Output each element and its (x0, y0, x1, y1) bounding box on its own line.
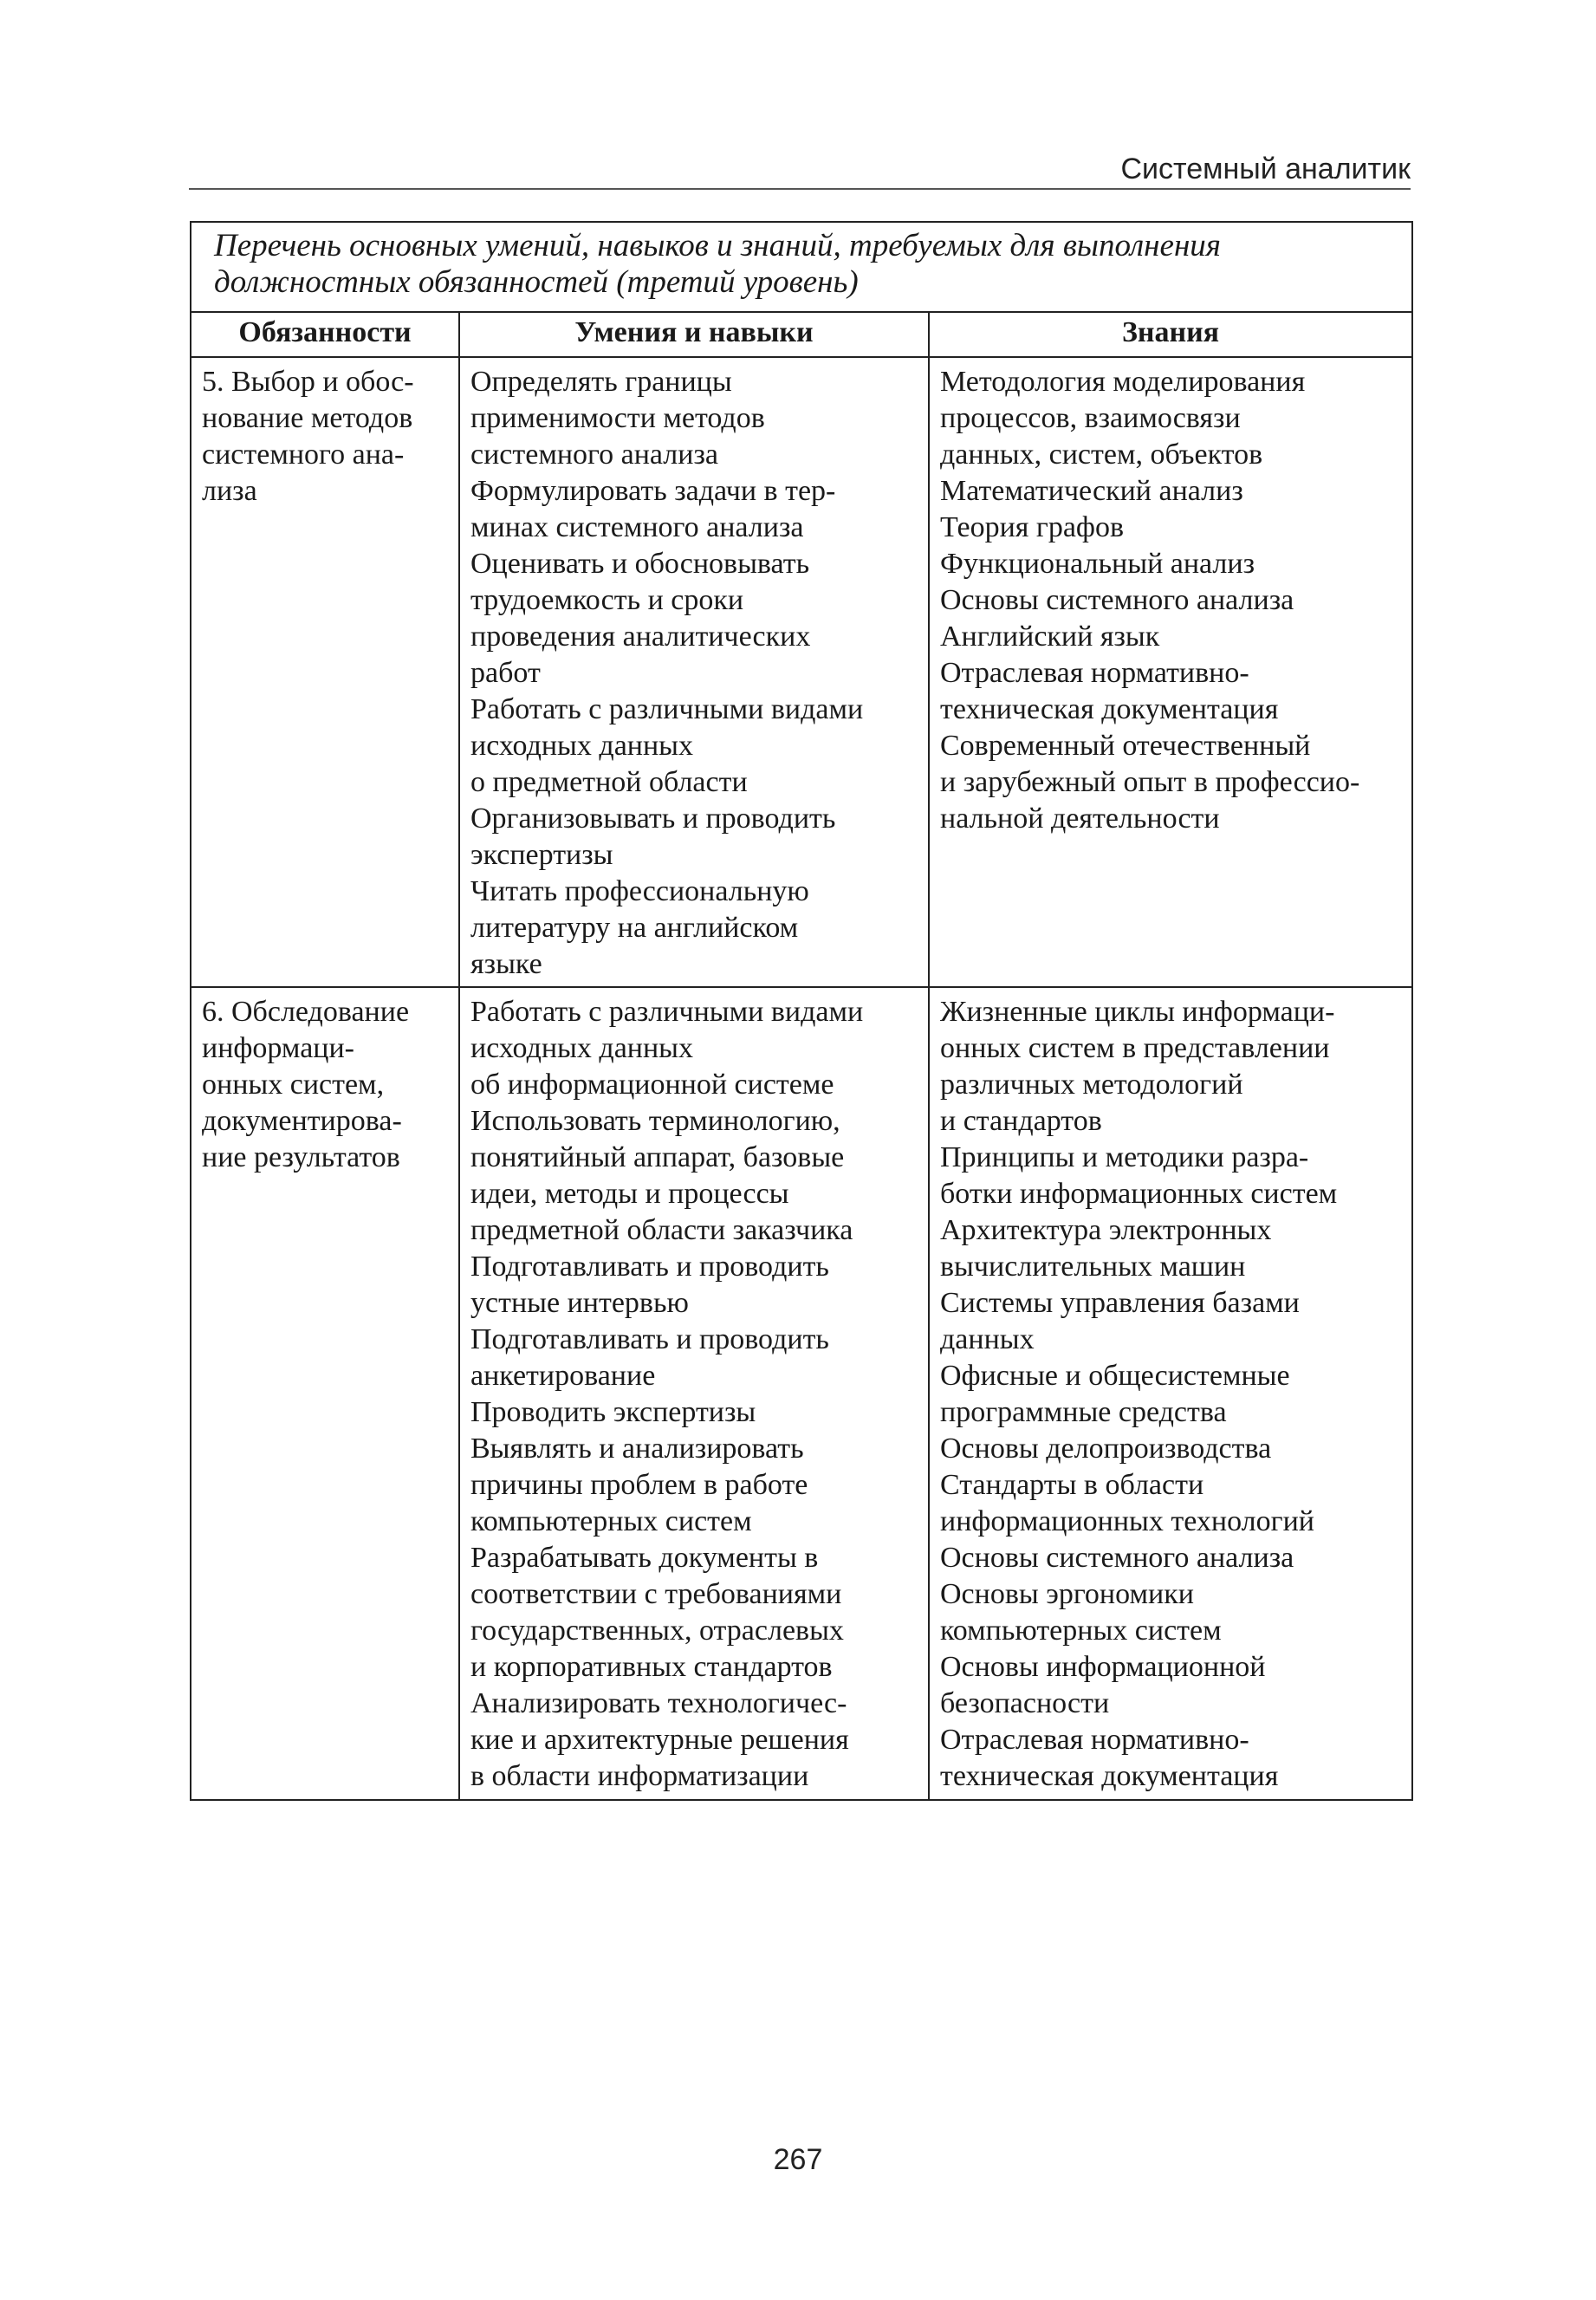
table-caption (191, 222, 1412, 312)
cell-line: Работать с различными видами (470, 693, 864, 725)
cell-line: программные средства (940, 1396, 1227, 1428)
cell-line: Оценивать и обосновывать (470, 548, 810, 580)
cell-line: Математический анализ (940, 475, 1243, 507)
page-number: 267 (773, 2143, 823, 2176)
cell-line: Отраслевая нормативно- (940, 657, 1249, 689)
cell-line: техническая документация (940, 1760, 1279, 1792)
knowledge-cell (929, 357, 1412, 987)
column-header-knowledge: Знания (929, 312, 1412, 357)
cell-line: исходных данных (470, 1032, 694, 1064)
cell-line: проведения аналитических (470, 620, 811, 653)
cell-line: соответствии с требованиями (470, 1578, 842, 1610)
cell-line: Анализировать технологичес- (470, 1687, 847, 1719)
cell-line: нование методов (202, 402, 413, 434)
cell-line: системного ана- (202, 439, 405, 471)
column-header-skills: Умения и навыки (459, 312, 929, 357)
cell-line: Архитектура электронных (940, 1214, 1272, 1246)
cell-line: вычислительных машин (940, 1251, 1246, 1283)
cell-line: и корпоративных стандартов (470, 1651, 833, 1683)
cell-line: 6. Обследование (202, 996, 410, 1028)
table-row (191, 357, 1412, 987)
cell-line: онных систем в представлении (940, 1032, 1330, 1064)
cell-line: Принципы и методики разра- (940, 1141, 1309, 1173)
cell-line: Основы системного анализа (940, 1542, 1294, 1574)
skills-cell (459, 987, 929, 1800)
cell-line: информаци- (202, 1032, 354, 1064)
skills-cell (459, 357, 929, 987)
cell-line: устные интервью (470, 1287, 689, 1319)
cell-line: предметной области заказчика (470, 1214, 853, 1246)
cell-line: Организовывать и проводить (470, 802, 836, 835)
cell-line: трудоемкость и сроки (470, 584, 744, 616)
cell-line: Стандарты в области (940, 1469, 1204, 1501)
cell-line: Теория графов (940, 511, 1125, 543)
skills-table (190, 221, 1413, 1801)
cell-line: экспертизы (470, 839, 613, 871)
cell-line: и зарубежный опыт в профессио- (940, 766, 1360, 798)
table-row (191, 987, 1412, 1800)
cell-line: лиза (202, 475, 257, 507)
cell-line: кие и архитектурные решения (470, 1724, 849, 1756)
cell-line: Офисные и общесистемные (940, 1360, 1290, 1392)
cell-line: Основы эргономики (940, 1578, 1194, 1610)
running-head: Системный аналитик (1120, 153, 1411, 185)
cell-line: Читать профессиональную (470, 875, 809, 907)
cell-line: причины проблем в работе (470, 1469, 808, 1501)
cell-line: данных (940, 1323, 1035, 1355)
cell-line: различных методологий (940, 1069, 1243, 1101)
cell-line: Подготавливать и проводить (470, 1251, 829, 1283)
cell-line: понятийный аппарат, базовые (470, 1141, 845, 1173)
cell-line: исходных данных (470, 730, 694, 762)
cell-line: идеи, методы и процессы (470, 1178, 789, 1210)
duty-cell (191, 987, 459, 1800)
column-header-duties: Обязанности (191, 312, 459, 357)
cell-line: документирова- (202, 1105, 402, 1137)
cell-line: Отраслевая нормативно- (940, 1724, 1249, 1756)
cell-line: Жизненные циклы информаци- (940, 996, 1335, 1028)
cell-line: Системы управления базами (940, 1287, 1300, 1319)
cell-line: литературу на английском (470, 912, 799, 944)
caption-line: должностных обязанностей (третий уровень) (214, 264, 859, 300)
cell-line: Методология моделирования (940, 366, 1306, 398)
cell-line: компьютерных систем (470, 1505, 752, 1537)
cell-line: в области информатизации (470, 1760, 809, 1792)
cell-line: Формулировать задачи в тер- (470, 475, 836, 507)
cell-line: языке (470, 948, 542, 980)
knowledge-cell (929, 987, 1412, 1800)
cell-line: применимости методов (470, 402, 765, 434)
cell-line: Работать с различными видами (470, 996, 864, 1028)
cell-line: Определять границы (470, 366, 732, 398)
cell-line: процессов, взаимосвязи (940, 402, 1241, 434)
cell-line: Английский язык (940, 620, 1160, 653)
cell-line: об информационной системе (470, 1069, 834, 1101)
cell-line: Использовать терминологию, (470, 1105, 840, 1137)
cell-line: Проводить экспертизы (470, 1396, 756, 1428)
cell-line: Подготавливать и проводить (470, 1323, 829, 1355)
cell-line: и стандартов (940, 1105, 1102, 1137)
header-rule (189, 188, 1411, 190)
cell-line: техническая документация (940, 693, 1279, 725)
cell-line: ние результатов (202, 1141, 400, 1173)
cell-line: безопасности (940, 1687, 1110, 1719)
cell-line: Основы делопроизводства (940, 1433, 1272, 1465)
cell-line: Выявлять и анализировать (470, 1433, 804, 1465)
cell-line: государственных, отраслевых (470, 1615, 844, 1647)
cell-line: работ (470, 657, 541, 689)
cell-line: онных систем, (202, 1069, 385, 1101)
caption-line: Перечень основных умений, навыков и знаний, требуемых для выполнения (214, 228, 1221, 263)
cell-line: нальной деятельности (940, 802, 1220, 835)
cell-line: анкетирование (470, 1360, 656, 1392)
cell-line: Основы системного анализа (940, 584, 1294, 616)
cell-line: ботки информационных систем (940, 1178, 1338, 1210)
cell-line: минах системного анализа (470, 511, 804, 543)
cell-line: данных, систем, объектов (940, 439, 1263, 471)
duty-cell (191, 357, 459, 987)
cell-line: Основы информационной (940, 1651, 1266, 1683)
cell-line: компьютерных систем (940, 1615, 1222, 1647)
cell-line: 5. Выбор и обос- (202, 366, 414, 398)
cell-line: Разрабатывать документы в (470, 1542, 819, 1574)
cell-line: системного анализа (470, 439, 718, 471)
cell-line: информационных технологий (940, 1505, 1314, 1537)
cell-line: о предметной области (470, 766, 748, 798)
cell-line: Современный отечественный (940, 730, 1311, 762)
cell-line: Функциональный анализ (940, 548, 1255, 580)
